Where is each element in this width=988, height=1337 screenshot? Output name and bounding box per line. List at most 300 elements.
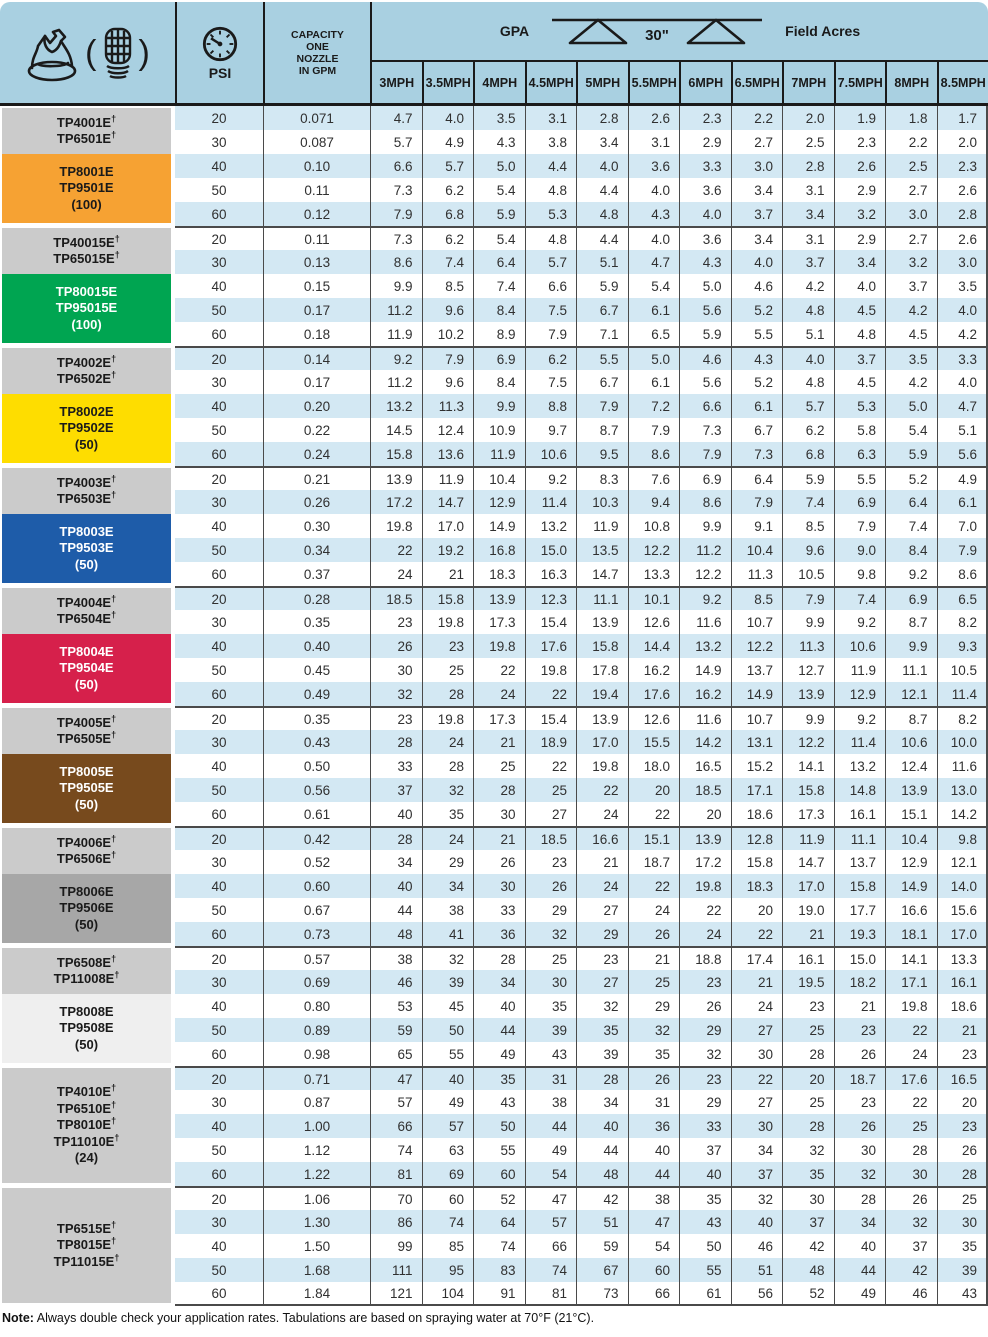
gpa-value-cell: 7.9 [422, 346, 474, 370]
nozzle-group-label: TP4002E† TP6502E† [2, 348, 171, 394]
gpm-capacity-cell: 0.52 [263, 850, 370, 874]
gpa-value-cell: 13.9 [473, 586, 525, 610]
psi-cell: 20 [175, 466, 263, 490]
gpa-value-cell: 7.2 [628, 394, 680, 418]
gpa-value-cell: 16.2 [628, 658, 680, 682]
gpa-value-cell: 34 [834, 1210, 886, 1234]
gpa-value-cell: 91 [473, 1282, 525, 1306]
open-paren: ( [85, 33, 97, 72]
gpa-value-cell: 5.0 [628, 346, 680, 370]
gpa-value-cell: 40 [370, 802, 422, 826]
nozzle-group-label: TP8002E TP9502E (50) [2, 394, 171, 463]
mph-column-header: 3.5 MPH [422, 62, 474, 106]
gpa-value-cell: 7.9 [525, 322, 577, 346]
gpa-value-cell: 5.1 [937, 418, 988, 442]
gpa-value-cell: 14.9 [473, 514, 525, 538]
gpa-value-cell: 40 [576, 1114, 628, 1138]
gpa-value-cell: 30 [731, 1042, 783, 1066]
psi-cell: 60 [175, 1042, 263, 1066]
gpa-value-cell: 7.9 [370, 202, 422, 226]
gpa-value-cell: 28 [370, 730, 422, 754]
gpa-value-cell: 26 [937, 1138, 988, 1162]
gpa-value-cell: 6.2 [422, 178, 474, 202]
gpa-value-cell: 4.5 [834, 370, 886, 394]
gpa-value-cell: 17.4 [731, 946, 783, 970]
gpm-capacity-cell: 0.42 [263, 826, 370, 850]
gpa-value-cell: 28 [422, 754, 474, 778]
gpa-value-cell: 3.0 [731, 154, 783, 178]
gpa-value-cell: 4.8 [576, 202, 628, 226]
gpa-value-cell: 9.2 [834, 610, 886, 634]
gpa-value-cell: 5.4 [473, 178, 525, 202]
gpa-value-cell: 30 [782, 1186, 834, 1210]
gpa-value-cell: 11.6 [679, 610, 731, 634]
gpa-value-cell: 43 [473, 1090, 525, 1114]
gpa-value-cell: 24 [628, 898, 680, 922]
gpa-value-cell: 9.1 [731, 514, 783, 538]
capacity-header-cell [263, 2, 370, 106]
gpa-value-cell: 2.3 [937, 154, 988, 178]
gpa-value-cell: 6.6 [679, 394, 731, 418]
gpm-capacity-cell: 0.11 [263, 178, 370, 202]
gpa-value-cell: 53 [370, 994, 422, 1018]
gpa-value-cell: 5.3 [525, 202, 577, 226]
gpa-value-cell: 99 [370, 1234, 422, 1258]
gpa-value-cell: 5.9 [473, 202, 525, 226]
gpa-value-cell: 21 [937, 1018, 988, 1042]
nozzle-type-header-cell [0, 2, 175, 106]
gpa-value-cell: 28 [422, 682, 474, 706]
gpa-value-cell: 17.0 [422, 514, 474, 538]
gpm-capacity-cell: 0.24 [263, 442, 370, 466]
gpa-value-cell: 5.1 [782, 322, 834, 346]
gpa-value-cell: 5.9 [679, 322, 731, 346]
gpa-value-cell: 27 [731, 1018, 783, 1042]
gpa-value-cell: 3.2 [834, 202, 886, 226]
psi-cell: 20 [175, 706, 263, 730]
gpa-value-cell: 43 [937, 1282, 988, 1306]
gpa-value-cell: 2.7 [885, 226, 937, 250]
gpa-value-cell: 4.0 [576, 154, 628, 178]
gpa-value-cell: 10.3 [576, 490, 628, 514]
psi-cell: 30 [175, 850, 263, 874]
gpa-value-cell: 55 [473, 1138, 525, 1162]
gpa-value-cell: 19.4 [576, 682, 628, 706]
gpa-value-cell: 18.5 [370, 586, 422, 610]
gpa-value-cell: 24 [679, 922, 731, 946]
gpa-value-cell: 19.8 [679, 874, 731, 898]
nozzle-group-label: TP80015E TP95015E (100) [2, 274, 171, 343]
gpa-value-cell: 32 [782, 1138, 834, 1162]
gpa-value-cell: 32 [370, 682, 422, 706]
gpa-value-cell: 3.3 [937, 346, 988, 370]
gpa-value-cell: 40 [370, 874, 422, 898]
gpa-value-cell: 8.3 [576, 466, 628, 490]
gpa-value-cell: 6.2 [525, 346, 577, 370]
gpa-value-cell: 4.8 [782, 298, 834, 322]
nozzle-group-label: TP8005E TP9505E (50) [2, 754, 171, 823]
gpm-capacity-cell: 0.18 [263, 322, 370, 346]
gpa-value-cell: 33 [679, 1114, 731, 1138]
gpa-value-cell: 25 [782, 1090, 834, 1114]
gpa-value-cell: 19.5 [782, 970, 834, 994]
gpa-value-cell: 14.8 [834, 778, 886, 802]
psi-cell: 60 [175, 922, 263, 946]
gpa-value-cell: 23 [937, 1114, 988, 1138]
psi-cell: 40 [175, 874, 263, 898]
gpa-value-cell: 27 [525, 802, 577, 826]
gpa-value-cell: 34 [422, 874, 474, 898]
gpm-capacity-cell: 0.35 [263, 706, 370, 730]
gpa-value-cell: 5.5 [834, 466, 886, 490]
gpa-value-cell: 44 [628, 1162, 680, 1186]
gpa-value-cell: 32 [679, 1042, 731, 1066]
gpa-value-cell: 11.2 [679, 538, 731, 562]
gpa-value-cell: 6.7 [576, 298, 628, 322]
spray-pattern-spacing-icon [538, 15, 776, 47]
gpa-value-cell: 50 [422, 1018, 474, 1042]
psi-cell: 50 [175, 178, 263, 202]
strainer-icon [101, 25, 135, 81]
gpa-value-cell: 10.2 [422, 322, 474, 346]
gpm-capacity-cell: 0.71 [263, 1066, 370, 1090]
gpa-value-cell: 57 [422, 1114, 474, 1138]
gpa-value-cell: 74 [525, 1258, 577, 1282]
gpa-value-cell: 23 [679, 1066, 731, 1090]
gpa-value-cell: 2.5 [782, 130, 834, 154]
psi-cell: 20 [175, 946, 263, 970]
gpa-value-cell: 30 [525, 970, 577, 994]
psi-cell: 60 [175, 202, 263, 226]
gpa-value-cell: 7.4 [834, 586, 886, 610]
gpa-value-cell: 27 [576, 898, 628, 922]
gpa-value-cell: 7.3 [679, 418, 731, 442]
gpa-value-cell: 26 [679, 994, 731, 1018]
gpa-value-cell: 8.5 [782, 514, 834, 538]
pressure-gauge-icon [201, 25, 239, 63]
gpa-value-cell: 5.0 [679, 274, 731, 298]
gpa-value-cell: 18.9 [525, 730, 577, 754]
gpa-value-cell: 7.3 [370, 178, 422, 202]
gpa-value-cell: 29 [679, 1090, 731, 1114]
gpa-value-cell: 26 [628, 1066, 680, 1090]
gpa-value-cell: 28 [885, 1138, 937, 1162]
gpa-value-cell: 17.2 [679, 850, 731, 874]
gpa-value-cell: 10.6 [525, 442, 577, 466]
gpa-value-cell: 3.6 [679, 226, 731, 250]
gpa-value-cell: 4.6 [679, 346, 731, 370]
gpa-value-cell: 83 [473, 1258, 525, 1282]
gpa-value-cell: 9.8 [937, 826, 988, 850]
psi-cell: 30 [175, 730, 263, 754]
gpa-value-cell: 5.2 [885, 466, 937, 490]
gpa-value-cell: 3.4 [731, 178, 783, 202]
gpa-value-cell: 25 [525, 778, 577, 802]
psi-cell: 30 [175, 250, 263, 274]
gpa-value-cell: 6.1 [731, 394, 783, 418]
gpa-value-cell: 17.8 [576, 658, 628, 682]
gpa-value-cell: 24 [885, 1042, 937, 1066]
gpa-value-cell: 73 [576, 1282, 628, 1306]
gpm-capacity-cell: 0.17 [263, 370, 370, 394]
gpa-value-cell: 2.8 [782, 154, 834, 178]
gpa-banner [370, 2, 988, 62]
gpa-value-cell: 22 [628, 874, 680, 898]
gpm-capacity-cell: 0.43 [263, 730, 370, 754]
gpa-value-cell: 35 [525, 994, 577, 1018]
gpa-value-cell: 19.8 [885, 994, 937, 1018]
gpa-value-cell: 21 [473, 826, 525, 850]
gpa-value-cell: 47 [525, 1186, 577, 1210]
gpa-value-cell: 14.9 [679, 658, 731, 682]
gpm-capacity-cell: 0.87 [263, 1090, 370, 1114]
gpa-value-cell: 8.8 [525, 394, 577, 418]
gpa-value-cell: 8.2 [937, 706, 988, 730]
gpa-value-cell: 12.1 [885, 682, 937, 706]
gpa-value-cell: 21 [628, 946, 680, 970]
gpa-value-cell: 52 [473, 1186, 525, 1210]
gpa-value-cell: 4.2 [937, 322, 988, 346]
gpa-value-cell: 35 [576, 1018, 628, 1042]
gpm-capacity-cell: 0.087 [263, 130, 370, 154]
gpm-capacity-cell: 0.22 [263, 418, 370, 442]
gpa-value-cell: 12.2 [731, 634, 783, 658]
gpa-value-cell: 17.0 [782, 874, 834, 898]
gpa-value-cell: 18.7 [834, 1066, 886, 1090]
gpa-value-cell: 10.7 [731, 706, 783, 730]
psi-label: PSI [208, 64, 232, 81]
gpa-value-cell: 15.8 [576, 634, 628, 658]
gpa-value-cell: 52 [782, 1282, 834, 1306]
gpa-value-cell: 40 [731, 1210, 783, 1234]
gpa-value-cell: 19.0 [782, 898, 834, 922]
gpa-value-cell: 30 [937, 1210, 988, 1234]
gpa-value-cell: 74 [473, 1234, 525, 1258]
gpa-value-cell: 11.1 [576, 586, 628, 610]
gpa-value-cell: 22 [576, 778, 628, 802]
gpa-value-cell: 49 [525, 1138, 577, 1162]
gpa-value-cell: 20 [782, 1066, 834, 1090]
gpa-value-cell: 38 [422, 898, 474, 922]
gpa-value-cell: 7.4 [782, 490, 834, 514]
gpa-value-cell: 40 [628, 1138, 680, 1162]
gpa-value-cell: 3.1 [525, 106, 577, 130]
gpa-value-cell: 43 [679, 1210, 731, 1234]
psi-cell: 20 [175, 346, 263, 370]
gpa-value-cell: 46 [731, 1234, 783, 1258]
gpa-value-cell: 13.9 [679, 826, 731, 850]
gpm-capacity-cell: 0.80 [263, 994, 370, 1018]
gpa-value-cell: 4.9 [422, 130, 474, 154]
gpa-value-cell: 33 [370, 754, 422, 778]
gpa-value-cell: 18.1 [885, 922, 937, 946]
gpa-value-cell: 13.2 [834, 754, 886, 778]
psi-cell: 30 [175, 130, 263, 154]
gpa-value-cell: 12.9 [834, 682, 886, 706]
gpa-value-cell: 5.7 [525, 250, 577, 274]
gpa-value-cell: 16.5 [937, 1066, 988, 1090]
gpa-value-cell: 4.0 [628, 226, 680, 250]
gpa-value-cell: 27 [731, 1090, 783, 1114]
gpa-value-cell: 6.1 [628, 370, 680, 394]
gpa-value-cell: 14.2 [679, 730, 731, 754]
psi-cell: 20 [175, 1066, 263, 1090]
gpa-value-cell: 13.1 [731, 730, 783, 754]
gpa-value-cell: 11.2 [370, 370, 422, 394]
gpa-value-cell: 1.7 [937, 106, 988, 130]
gpm-capacity-cell: 0.26 [263, 490, 370, 514]
gpa-value-cell: 60 [422, 1186, 474, 1210]
gpa-value-cell: 2.3 [679, 106, 731, 130]
gpa-value-cell: 11.9 [473, 442, 525, 466]
gpm-capacity-cell: 0.35 [263, 610, 370, 634]
gpa-value-cell: 4.8 [782, 370, 834, 394]
gpa-value-cell: 64 [473, 1210, 525, 1234]
gpa-value-cell: 37 [885, 1234, 937, 1258]
gpa-value-cell: 13.7 [731, 658, 783, 682]
gpa-value-cell: 42 [576, 1186, 628, 1210]
gpa-value-cell: 43 [525, 1042, 577, 1066]
gpa-value-cell: 5.2 [731, 370, 783, 394]
gpa-value-cell: 56 [731, 1282, 783, 1306]
gpa-value-cell: 5.6 [679, 298, 731, 322]
gpa-value-cell: 8.4 [473, 370, 525, 394]
gpa-value-cell: 32 [628, 1018, 680, 1042]
gpa-value-cell: 12.9 [885, 850, 937, 874]
gpa-value-cell: 24 [576, 874, 628, 898]
gpa-value-cell: 32 [525, 922, 577, 946]
gpa-value-cell: 28 [576, 1066, 628, 1090]
gpa-value-cell: 9.2 [525, 466, 577, 490]
gpa-value-cell: 12.4 [422, 418, 474, 442]
gpm-capacity-cell: 1.00 [263, 1114, 370, 1138]
gpa-value-cell: 10.6 [885, 730, 937, 754]
gpa-value-cell: 22 [525, 754, 577, 778]
gpa-value-cell: 54 [525, 1162, 577, 1186]
footnote-text: Always double check your application rates. Tabulations are based on spraying water at 70°F (21°C). [36, 1311, 595, 1325]
gpa-value-cell: 111 [370, 1258, 422, 1282]
gpa-value-cell: 23 [370, 610, 422, 634]
gpa-value-cell: 2.3 [834, 130, 886, 154]
gpa-value-cell: 5.7 [370, 130, 422, 154]
gpa-value-cell: 24 [731, 994, 783, 1018]
gpa-value-cell: 41 [422, 922, 474, 946]
gpa-value-cell: 4.2 [885, 298, 937, 322]
gpa-value-cell: 2.7 [885, 178, 937, 202]
gpa-value-cell: 6.9 [834, 490, 886, 514]
gpa-value-cell: 67 [576, 1258, 628, 1282]
gpa-value-cell: 12.2 [782, 730, 834, 754]
gpa-value-cell: 9.0 [834, 538, 886, 562]
gpa-value-cell: 45 [422, 994, 474, 1018]
gpa-value-cell: 12.4 [885, 754, 937, 778]
gpm-capacity-cell: 0.17 [263, 298, 370, 322]
gpa-value-cell: 16.5 [679, 754, 731, 778]
gpa-value-cell: 2.2 [885, 130, 937, 154]
gpa-value-cell: 26 [473, 850, 525, 874]
gpa-value-cell: 5.5 [576, 346, 628, 370]
gpa-value-cell: 44 [834, 1258, 886, 1282]
gpa-value-cell: 4.5 [834, 298, 886, 322]
gpa-value-cell: 7.5 [525, 298, 577, 322]
psi-cell: 40 [175, 994, 263, 1018]
nozzle-group-label: TP4001E† TP6501E† [2, 108, 171, 154]
gpa-value-cell: 11.4 [834, 730, 886, 754]
gpa-value-cell: 13.9 [576, 610, 628, 634]
gpa-value-cell: 17.3 [782, 802, 834, 826]
flat-fan-nozzle-icon [25, 24, 81, 82]
gpa-value-cell: 38 [370, 946, 422, 970]
gpa-value-cell: 4.4 [576, 226, 628, 250]
gpa-value-cell: 59 [370, 1018, 422, 1042]
psi-cell: 60 [175, 442, 263, 466]
gpa-value-cell: 2.6 [937, 226, 988, 250]
gpa-value-cell: 4.3 [731, 346, 783, 370]
gpa-value-cell: 3.4 [834, 250, 886, 274]
gpa-value-cell: 4.3 [628, 202, 680, 226]
gpa-value-cell: 12.2 [628, 538, 680, 562]
gpa-value-cell: 57 [525, 1210, 577, 1234]
gpa-value-cell: 3.4 [576, 130, 628, 154]
gpa-value-cell: 14.7 [422, 490, 474, 514]
psi-cell: 50 [175, 778, 263, 802]
gpa-value-cell: 7.1 [576, 322, 628, 346]
gpa-value-cell: 2.7 [731, 130, 783, 154]
gpa-value-cell: 32 [731, 1186, 783, 1210]
gpa-value-cell: 2.0 [782, 106, 834, 130]
gpa-value-cell: 2.9 [679, 130, 731, 154]
gpa-value-cell: 23 [525, 850, 577, 874]
gpa-value-cell: 39 [525, 1018, 577, 1042]
psi-cell: 50 [175, 418, 263, 442]
mph-column-header: 6.5 MPH [731, 62, 783, 106]
gpa-value-cell: 19.8 [422, 610, 474, 634]
gpa-label: GPA [499, 23, 530, 39]
nozzle-group-label: TP8004E TP9504E (50) [2, 634, 171, 703]
gpa-value-cell: 24 [576, 802, 628, 826]
gpa-value-cell: 3.6 [628, 154, 680, 178]
gpa-value-cell: 4.9 [937, 466, 988, 490]
gpa-value-cell: 3.5 [885, 346, 937, 370]
gpa-value-cell: 10.6 [834, 634, 886, 658]
gpa-value-cell: 3.0 [937, 250, 988, 274]
gpa-value-cell: 7.9 [834, 514, 886, 538]
gpa-value-cell: 16.1 [834, 802, 886, 826]
psi-cell: 30 [175, 970, 263, 994]
gpa-value-cell: 9.3 [937, 634, 988, 658]
gpa-value-cell: 7.3 [370, 226, 422, 250]
gpa-value-cell: 17.7 [834, 898, 886, 922]
gpa-value-cell: 1.8 [885, 106, 937, 130]
gpa-value-cell: 10.4 [731, 538, 783, 562]
gpm-capacity-cell: 1.12 [263, 1138, 370, 1162]
gpa-value-cell: 6.2 [782, 418, 834, 442]
gpa-value-cell: 6.4 [885, 490, 937, 514]
gpa-value-cell: 10.4 [885, 826, 937, 850]
gpa-value-cell: 4.0 [834, 274, 886, 298]
gpa-value-cell: 14.0 [937, 874, 988, 898]
footnote [0, 1306, 988, 1325]
gpm-capacity-cell: 0.49 [263, 682, 370, 706]
psi-cell: 60 [175, 682, 263, 706]
nozzle-group-label: TP8003E TP9503E (50) [2, 514, 171, 583]
gpa-value-cell: 6.5 [628, 322, 680, 346]
gpa-value-cell: 24 [370, 562, 422, 586]
mph-column-header: 4.5 MPH [525, 62, 577, 106]
gpa-value-cell: 15.8 [422, 586, 474, 610]
gpa-value-cell: 16.3 [525, 562, 577, 586]
gpa-value-cell: 60 [473, 1162, 525, 1186]
